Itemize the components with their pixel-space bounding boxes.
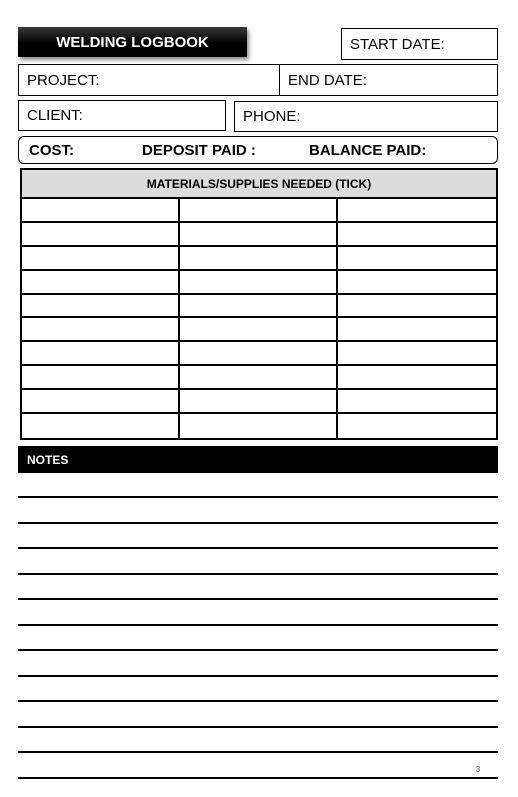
materials-cell[interactable] (338, 414, 496, 438)
materials-cell[interactable] (22, 247, 180, 271)
materials-cell[interactable] (180, 223, 338, 247)
project-field[interactable]: PROJECT: (18, 64, 280, 96)
materials-cell[interactable] (180, 247, 338, 271)
materials-cell[interactable] (180, 318, 338, 342)
client-field[interactable]: CLIENT: (18, 100, 226, 131)
materials-cell[interactable] (338, 366, 496, 390)
materials-cell[interactable] (22, 223, 180, 247)
note-line[interactable] (18, 751, 498, 753)
end-date-field[interactable]: END DATE: (279, 64, 498, 96)
note-line[interactable] (18, 598, 498, 600)
materials-cell[interactable] (22, 271, 180, 295)
materials-cell[interactable] (180, 342, 338, 366)
materials-cell[interactable] (180, 295, 338, 319)
materials-cell[interactable] (22, 414, 180, 438)
materials-cell[interactable] (22, 390, 180, 414)
materials-grid (22, 199, 496, 438)
phone-field[interactable]: PHONE: (234, 101, 498, 132)
note-line[interactable] (18, 573, 498, 575)
deposit-paid-label: DEPOSIT PAID : (142, 142, 256, 159)
materials-cell[interactable] (338, 247, 496, 271)
materials-cell[interactable] (180, 199, 338, 223)
materials-cell[interactable] (22, 318, 180, 342)
materials-cell[interactable] (338, 295, 496, 319)
materials-cell[interactable] (180, 414, 338, 438)
cost-label: COST: (29, 142, 74, 159)
materials-cell[interactable] (338, 342, 496, 366)
materials-cell[interactable] (338, 318, 496, 342)
note-line[interactable] (18, 522, 498, 524)
notes-header: NOTES (18, 446, 498, 473)
page-number: 3 (475, 765, 481, 774)
materials-cell[interactable] (22, 199, 180, 223)
materials-cell[interactable] (22, 295, 180, 319)
materials-cell[interactable] (180, 366, 338, 390)
materials-cell[interactable] (22, 366, 180, 390)
materials-cell[interactable] (338, 199, 496, 223)
note-line[interactable] (18, 496, 498, 498)
materials-cell[interactable] (338, 223, 496, 247)
note-line[interactable] (18, 547, 498, 549)
materials-header: MATERIALS/SUPPLIES NEEDED (TICK) (22, 170, 496, 199)
note-line[interactable] (18, 624, 498, 626)
materials-cell[interactable] (180, 271, 338, 295)
materials-cell[interactable] (180, 390, 338, 414)
balance-paid-label: BALANCE PAID: (309, 142, 427, 159)
materials-cell[interactable] (338, 271, 496, 295)
logbook-title: WELDING LOGBOOK (18, 27, 247, 57)
note-line[interactable] (18, 726, 498, 728)
note-line[interactable] (18, 777, 498, 779)
note-line[interactable] (18, 675, 498, 677)
note-line[interactable] (18, 649, 498, 651)
start-date-field[interactable]: START DATE: (341, 28, 498, 60)
payment-bar (18, 136, 498, 164)
materials-cell[interactable] (338, 390, 496, 414)
materials-table (20, 168, 498, 440)
materials-cell[interactable] (22, 342, 180, 366)
note-line[interactable] (18, 700, 498, 702)
